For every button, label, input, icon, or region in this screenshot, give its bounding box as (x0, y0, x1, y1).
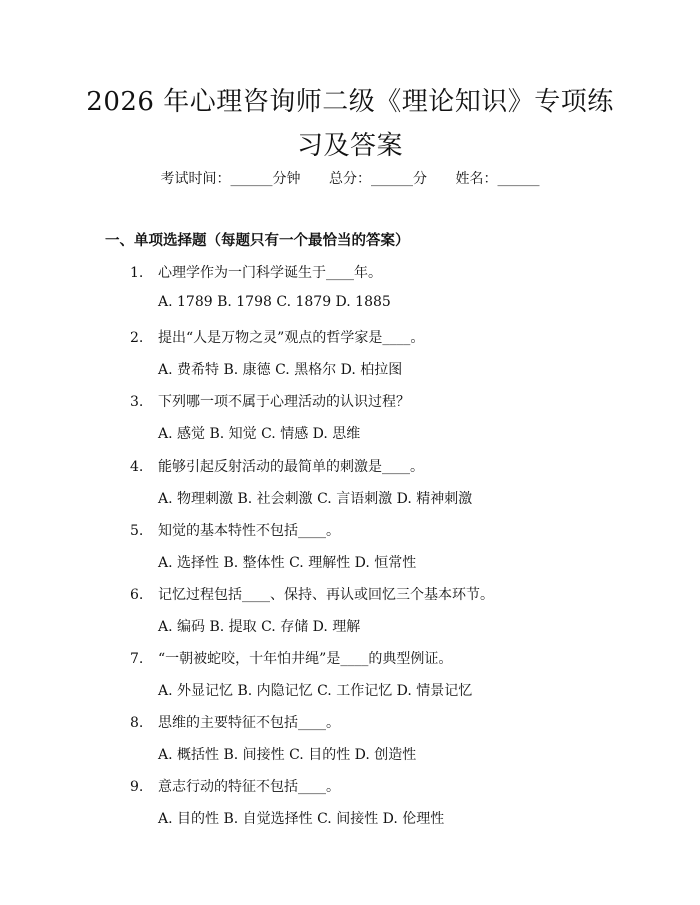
question (130, 456, 424, 476)
exam-score: 总分：______分 (329, 171, 427, 187)
question-text: 心理学作为一门科学诞生于____年。 (158, 265, 382, 281)
question (130, 262, 382, 282)
section-heading: 一、单项选择题（每题只有一个最恰当的答案） (105, 232, 410, 249)
document-title (60, 80, 640, 168)
question-number: 6. (130, 587, 144, 603)
question-options: A. 物理刺激 B. 社会刺激 C. 言语刺激 D. 精神刺激 (158, 491, 473, 507)
exam-meta (0, 168, 700, 188)
title-line-1: 2026 年心理咨询师二级《理论知识》专项练 (86, 87, 614, 117)
question-text: 提出“人是万物之灵”观点的哲学家是____。 (158, 330, 425, 346)
question-text: 能够引起反射活动的最简单的刺激是____。 (158, 459, 424, 475)
question-options: A. 感觉 B. 知觉 C. 情感 D. 思维 (158, 426, 361, 442)
question (130, 520, 340, 540)
question-options: A. 概括性 B. 间接性 C. 目的性 D. 创造性 (158, 747, 417, 763)
question-options: A. 外显记忆 B. 内隐记忆 C. 工作记忆 D. 情景记忆 (158, 683, 473, 699)
question (130, 776, 340, 796)
question-number: 3. (130, 394, 144, 410)
question (130, 648, 452, 668)
question (130, 391, 410, 411)
question-number: 4. (130, 459, 144, 475)
question-text: 意志行动的特征不包括____。 (158, 779, 340, 795)
question-options: A. 编码 B. 提取 C. 存储 D. 理解 (158, 619, 361, 635)
exam-time: 考试时间：______分钟 (160, 171, 301, 187)
question-text: 思维的主要特征不包括____。 (158, 715, 340, 731)
question-options: A. 选择性 B. 整体性 C. 理解性 D. 恒常性 (158, 555, 417, 571)
question-number: 1. (130, 265, 144, 281)
question-text: 知觉的基本特性不包括____。 (158, 523, 340, 539)
question-number: 2. (130, 330, 144, 346)
exam-name: 姓名：______ (455, 171, 540, 187)
question-options: A. 1789 B. 1798 C. 1879 D. 1885 (158, 294, 391, 310)
question-number: 9. (130, 779, 144, 795)
question (130, 327, 424, 347)
question-options: A. 目的性 B. 自觉选择性 C. 间接性 D. 伦理性 (158, 811, 445, 827)
question-options: A. 费希特 B. 康德 C. 黑格尔 D. 柏拉图 (158, 362, 403, 378)
question (130, 712, 340, 732)
question-text: 记忆过程包括____、保持、再认或回忆三个基本环节。 (158, 587, 494, 603)
question-number: 8. (130, 715, 144, 731)
question-text: “一朝被蛇咬，十年怕井绳”是____的典型例证。 (158, 651, 453, 667)
title-line-2: 习及答案 (296, 131, 403, 161)
question (130, 584, 494, 604)
question-number: 5. (130, 523, 144, 539)
question-number: 7. (130, 651, 144, 667)
question-text: 下列哪一项不属于心理活动的认识过程？ (158, 394, 410, 410)
